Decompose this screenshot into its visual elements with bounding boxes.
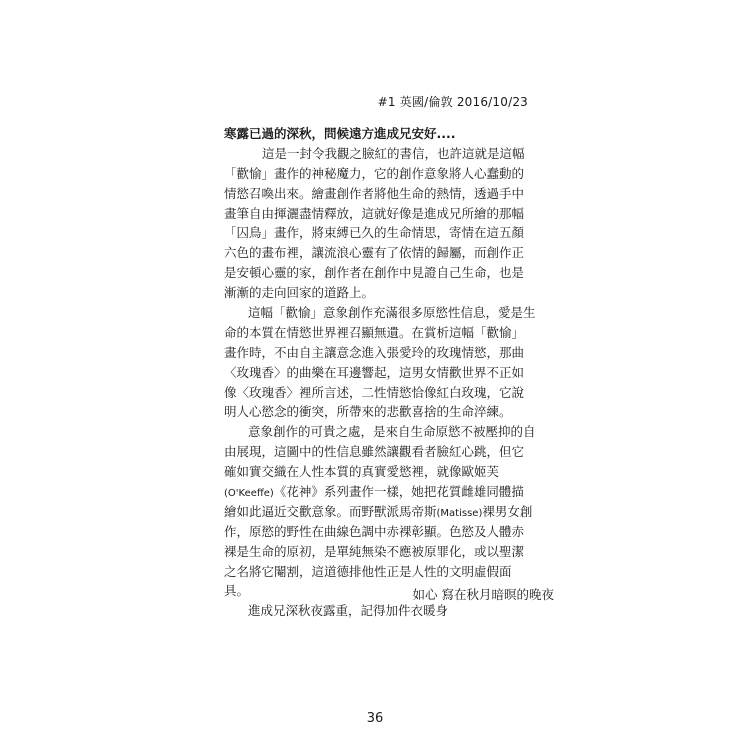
paragraph-2-line-2: 命的本質在情慾世界裡召顯無遺。在賞析這幅「歡愉」 [224,324,525,340]
page-number: 36 [366,711,384,726]
paragraph-1-line-5: 「囚鳥」畫作，將束縛已久的生命情思，寄情在這五顏 [224,225,525,241]
paragraph-2-line-4: 〈玫瑰香〉的曲樂在耳邊響起，這男女情歡世界不正如 [224,364,525,380]
closing-line: 進成兄深秋夜露重，記得加件衣暖身 [248,603,449,619]
letter-header: #1 英國/倫敦 2016/10/23 [377,95,528,109]
paragraph-3-line-8: 之名將它閹割，這道德排他性正是人性的文明虛假面 [224,563,512,579]
paragraph-3-line-7: 裸是生命的原初，是單純無染不應被原罪化，或以聖潔 [224,543,525,559]
paragraph-2-line-5: 像〈玫瑰香〉裡所言述，二性情慾恰像紅白玫瑰，它說 [224,384,525,400]
paragraph-1-line-2: 「歡愉」畫作的神秘魔力，它的創作意象將人心蠢動的 [224,165,525,181]
paragraph-1-line-4: 畫筆自由揮灑盡情釋放，這就好像是進成兄所繪的那幅 [224,205,525,221]
paragraph-1-line-7: 是安頓心靈的家，創作者在創作中見證自己生命，也是 [224,265,525,281]
paragraph-3-line-2: 由展現，這圖中的性信息雖然讓觀看者臉紅心跳，但它 [224,444,525,460]
paragraph-3-line-4: (O'Keeffe)《花神》系列畫作一樣，她把花質雌雄同體描 [224,484,524,500]
paragraph-1-line-8: 漸漸的走向回家的道路上。 [224,285,375,301]
paragraph-2-line-1: 這幅「歡愉」意象創作充滿很多原慾性信息，愛是生 [248,305,536,321]
paragraph-1-line-1: 這是一封令我觀之臉紅的書信，也許這就是這幅 [262,145,525,161]
paragraph-3-line-9: 具。 [224,583,250,599]
paragraph-3-line-6: 作，原慾的野性在曲線色調中赤裸彰顯。色慾及人體赤 [224,523,525,539]
paragraph-3-line-3: 確如實交織在人性本質的真實愛慾裡，就像歐姬芙 [224,464,500,480]
paragraph-1-line-3: 情慾召喚出來。繪畫創作者將他生命的熱情，透過手中 [224,185,525,201]
paragraph-3-line-1: 意象創作的可貴之處，是來自生命原慾不被壓抑的自 [248,424,536,440]
signature: 如心 寫在秋月暗暝的晚夜 [412,587,554,602]
paragraph-3-line-5: 繪如此逼近交歡意象。而野獸派馬帝斯(Matisse)裸男女創 [224,503,533,519]
letter-greeting: 寒露已過的深秋，問候遠方進成兄安好.... [224,126,456,141]
letter-body [224,124,536,621]
paragraph-1-line-6: 六色的畫布裡，讓流浪心靈有了依情的歸屬，而創作正 [224,245,525,261]
paragraph-2-line-6: 明人心慾念的衝突，所帶來的悲歡喜捨的生命淬練。 [224,404,512,420]
paragraph-2-line-3: 畫作時，不由自主讓意念進入張愛玲的玫瑰情慾，那曲 [224,344,525,360]
